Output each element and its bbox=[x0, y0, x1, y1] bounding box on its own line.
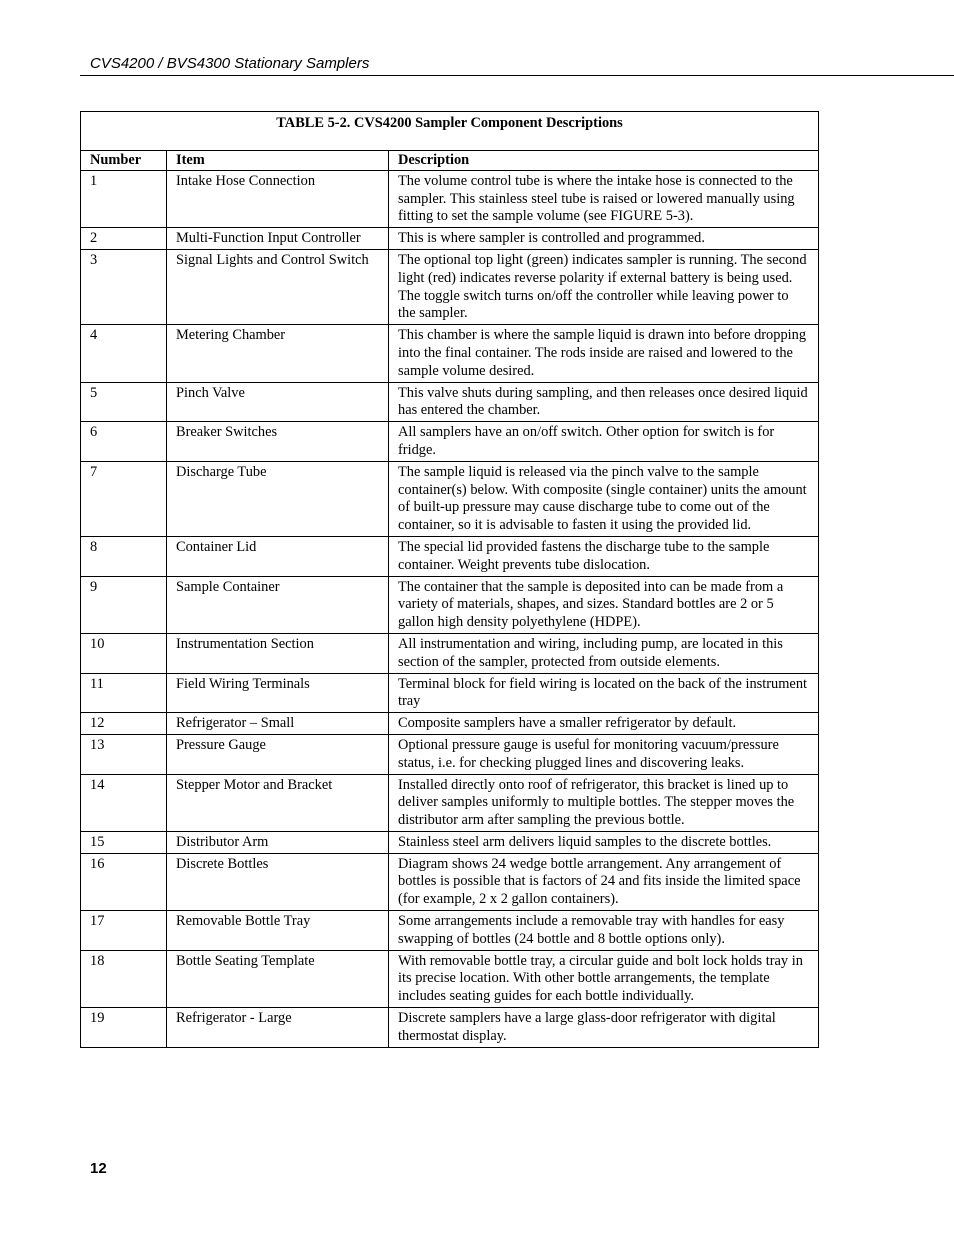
cell-description: Installed directly onto roof of refrigerator, this bracket is lined up to deliver samples uniformly to multiple bottles. The stepper moves the distributor arm after sampling the previous bottle. bbox=[389, 774, 819, 831]
cell-description: Diagram shows 24 wedge bottle arrangement. Any arrangement of bottles is possible that is factors of 24 and fits inside the limited space (for example, 2 x 2 gallon containers). bbox=[389, 853, 819, 910]
cell-number: 16 bbox=[81, 853, 167, 910]
table-row bbox=[81, 170, 819, 227]
table-row bbox=[81, 633, 819, 673]
table-row bbox=[81, 461, 819, 536]
column-header-description: Description bbox=[389, 151, 819, 171]
table-row bbox=[81, 831, 819, 853]
cell-item: Pinch Valve bbox=[167, 382, 389, 422]
cell-description: This chamber is where the sample liquid is drawn into before dropping into the final container. The rods inside are raised and lowered to the sample volume desired. bbox=[389, 325, 819, 382]
table-row bbox=[81, 673, 819, 713]
running-header: CVS4200 / BVS4300 Stationary Samplers bbox=[90, 55, 370, 72]
cell-number: 13 bbox=[81, 734, 167, 774]
table-row bbox=[81, 382, 819, 422]
cell-item: Breaker Switches bbox=[167, 422, 389, 462]
cell-item: Multi-Function Input Controller bbox=[167, 228, 389, 250]
cell-item: Pressure Gauge bbox=[167, 734, 389, 774]
table-row bbox=[81, 422, 819, 462]
table-row bbox=[81, 911, 819, 951]
cell-item: Sample Container bbox=[167, 576, 389, 633]
table-row bbox=[81, 713, 819, 735]
caption-row bbox=[81, 112, 819, 151]
column-header-item: Item bbox=[167, 151, 389, 171]
cell-description: The special lid provided fastens the discharge tube to the sample container. Weight prevents tube dislocation. bbox=[389, 536, 819, 576]
table-row bbox=[81, 853, 819, 910]
cell-description: This valve shuts during sampling, and then releases once desired liquid has entered the chamber. bbox=[389, 382, 819, 422]
cell-item: Field Wiring Terminals bbox=[167, 673, 389, 713]
cell-item: Metering Chamber bbox=[167, 325, 389, 382]
table-row bbox=[81, 734, 819, 774]
cell-description: Some arrangements include a removable tray with handles for easy swapping of bottles (24 bottle and 8 bottle options only). bbox=[389, 911, 819, 951]
cell-number: 3 bbox=[81, 249, 167, 324]
cell-item: Intake Hose Connection bbox=[167, 170, 389, 227]
cell-number: 18 bbox=[81, 950, 167, 1007]
cell-item: Container Lid bbox=[167, 536, 389, 576]
cell-number: 5 bbox=[81, 382, 167, 422]
table-row bbox=[81, 325, 819, 382]
table-row bbox=[81, 228, 819, 250]
component-table bbox=[80, 111, 819, 1048]
cell-description: The sample liquid is released via the pinch valve to the sample container(s) below. With composite (single container) units the amount of built-up pressure may cause discharge tube to come out of the container, so it is advisable to fasten it using the provided lid. bbox=[389, 461, 819, 536]
header-rule bbox=[80, 75, 954, 76]
cell-item: Discrete Bottles bbox=[167, 853, 389, 910]
table-row bbox=[81, 774, 819, 831]
cell-item: Refrigerator – Small bbox=[167, 713, 389, 735]
table-row bbox=[81, 576, 819, 633]
cell-number: 10 bbox=[81, 633, 167, 673]
cell-description: The optional top light (green) indicates sampler is running. The second light (red) indicates reverse polarity if external battery is being used. The toggle switch turns on/off the controller while leaving power to the sampler. bbox=[389, 249, 819, 324]
table-row bbox=[81, 536, 819, 576]
cell-description: All samplers have an on/off switch. Other option for switch is for fridge. bbox=[389, 422, 819, 462]
cell-description: Terminal block for field wiring is located on the back of the instrument tray bbox=[389, 673, 819, 713]
cell-number: 19 bbox=[81, 1008, 167, 1048]
page-number: 12 bbox=[90, 1160, 107, 1177]
table-row bbox=[81, 950, 819, 1007]
cell-number: 7 bbox=[81, 461, 167, 536]
cell-number: 12 bbox=[81, 713, 167, 735]
column-header-row bbox=[81, 151, 819, 171]
cell-description: Optional pressure gauge is useful for monitoring vacuum/pressure status, i.e. for checking plugged lines and discovering leaks. bbox=[389, 734, 819, 774]
cell-number: 17 bbox=[81, 911, 167, 951]
cell-description: The container that the sample is deposited into can be made from a variety of materials, shapes, and sizes. Standard bottles are 2 or 5 gallon high density polyethylene (HDPE). bbox=[389, 576, 819, 633]
cell-item: Refrigerator - Large bbox=[167, 1008, 389, 1048]
cell-item: Distributor Arm bbox=[167, 831, 389, 853]
table-row bbox=[81, 249, 819, 324]
cell-number: 14 bbox=[81, 774, 167, 831]
cell-description: Discrete samplers have a large glass-door refrigerator with digital thermostat display. bbox=[389, 1008, 819, 1048]
cell-number: 15 bbox=[81, 831, 167, 853]
cell-number: 8 bbox=[81, 536, 167, 576]
cell-description: Stainless steel arm delivers liquid samples to the discrete bottles. bbox=[389, 831, 819, 853]
cell-description: All instrumentation and wiring, including pump, are located in this section of the sampler, protected from outside elements. bbox=[389, 633, 819, 673]
cell-item: Signal Lights and Control Switch bbox=[167, 249, 389, 324]
cell-item: Bottle Seating Template bbox=[167, 950, 389, 1007]
cell-item: Removable Bottle Tray bbox=[167, 911, 389, 951]
table-row bbox=[81, 1008, 819, 1048]
table-body bbox=[81, 170, 819, 1047]
cell-item: Discharge Tube bbox=[167, 461, 389, 536]
cell-number: 6 bbox=[81, 422, 167, 462]
cell-description: The volume control tube is where the intake hose is connected to the sampler. This stainless steel tube is raised or lowered manually using fitting to set the sample volume (see FIGURE 5-3). bbox=[389, 170, 819, 227]
cell-number: 2 bbox=[81, 228, 167, 250]
cell-item: Instrumentation Section bbox=[167, 633, 389, 673]
cell-item: Stepper Motor and Bracket bbox=[167, 774, 389, 831]
cell-number: 9 bbox=[81, 576, 167, 633]
cell-number: 11 bbox=[81, 673, 167, 713]
cell-number: 1 bbox=[81, 170, 167, 227]
column-header-number: Number bbox=[81, 151, 167, 171]
cell-number: 4 bbox=[81, 325, 167, 382]
cell-description: This is where sampler is controlled and programmed. bbox=[389, 228, 819, 250]
cell-description: Composite samplers have a smaller refrigerator by default. bbox=[389, 713, 819, 735]
table-caption: TABLE 5-2. CVS4200 Sampler Component Descriptions bbox=[81, 112, 819, 151]
cell-description: With removable bottle tray, a circular guide and bolt lock holds tray in its precise location. With other bottle arrangements, the template includes seating guides for each bottle individually. bbox=[389, 950, 819, 1007]
